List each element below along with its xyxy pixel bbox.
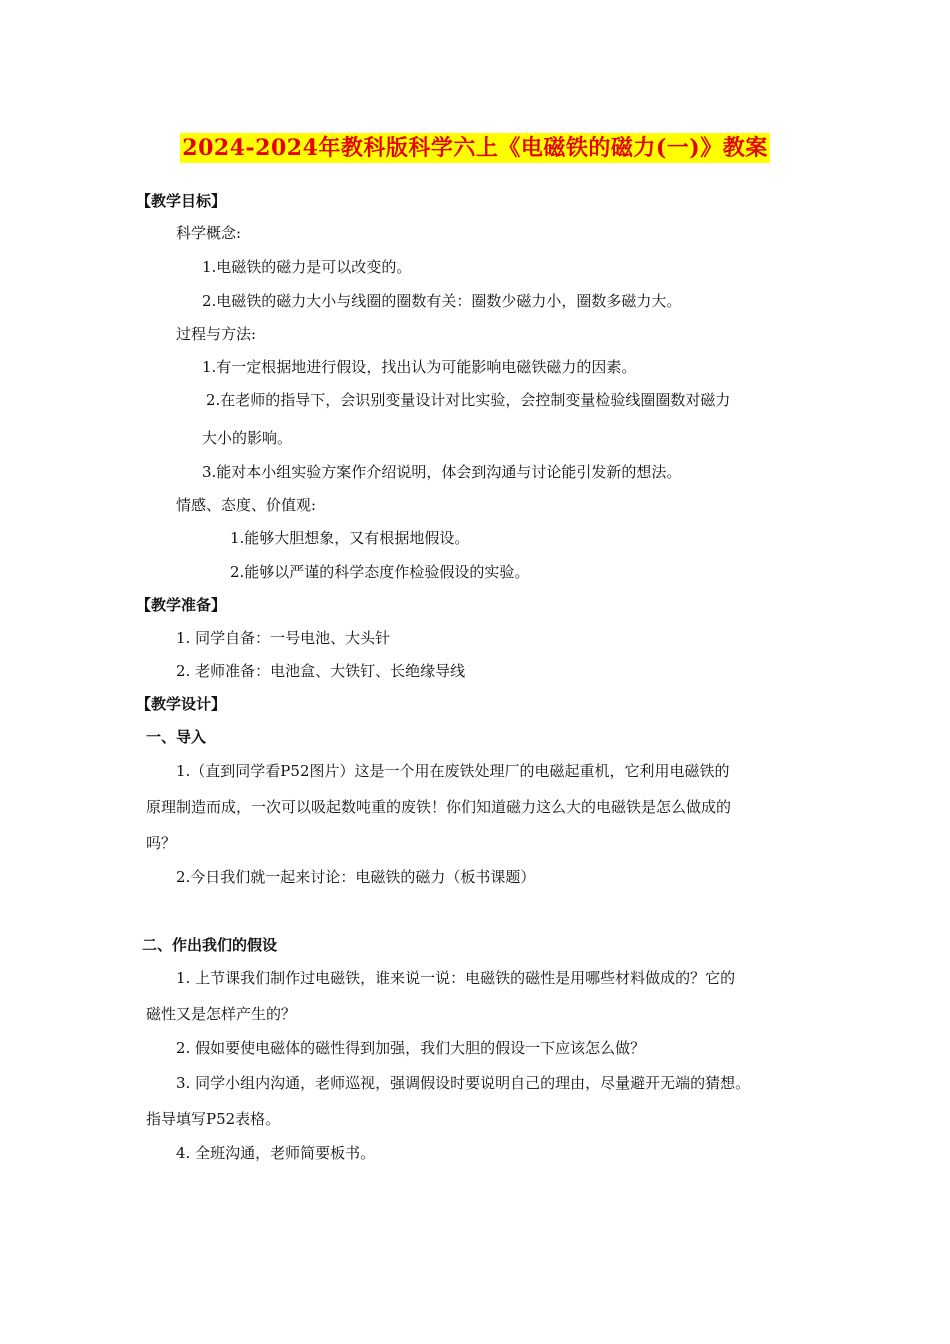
concept-label: 科学概念: bbox=[176, 224, 242, 242]
process-item-2-line-2: 大小的影响。 bbox=[202, 429, 293, 447]
emotion-item-1: 1.能够大胆想象，又有根据地假设。 bbox=[230, 529, 470, 547]
concept-item-2: 2.电磁铁的磁力大小与线圈的圈数有关：圈数少磁力小，圈数多磁力大。 bbox=[202, 292, 682, 310]
section-2-title: 二、作出我们的假设 bbox=[142, 936, 278, 954]
section-1-para-1-line-2: 原理制造而成，一次可以吸起数吨重的废铁！你们知道磁力这么大的电磁铁是怎么做成的 bbox=[146, 798, 732, 816]
title-container bbox=[0, 133, 950, 163]
section-2-para-4: 4. 全班沟通，老师简要板书。 bbox=[176, 1144, 376, 1162]
preparation-item-1: 1. 同学自备：一号电池、大头针 bbox=[176, 629, 391, 647]
section-2-para-1-line-1: 1. 上节课我们制作过电磁铁，谁来说一说：电磁铁的磁性是用哪些材料做成的？它的 bbox=[176, 969, 736, 987]
document-title: 2024-2024年教科版科学六上《电磁铁的磁力(一)》教案 bbox=[182, 135, 768, 161]
section-2-para-2: 2. 假如要使电磁体的磁性得到加强，我们大胆的假设一下应该怎么做？ bbox=[176, 1039, 646, 1057]
section-1-title: 一、导入 bbox=[146, 728, 207, 746]
preparation-heading: 【教学准备】 bbox=[136, 596, 227, 614]
section-2-para-3-line-2: 指导填写P52表格。 bbox=[146, 1110, 281, 1128]
process-item-1: 1.有一定根据地进行假设，找出认为可能影响电磁铁磁力的因素。 bbox=[202, 358, 637, 376]
process-item-3: 3.能对本小组实验方案作介绍说明，体会到沟通与讨论能引发新的想法。 bbox=[202, 463, 682, 481]
section-1-para-1-line-3: 吗？ bbox=[146, 834, 177, 852]
emotion-item-2: 2.能够以严谨的科学态度作检验假设的实验。 bbox=[230, 563, 530, 581]
design-heading: 【教学设计】 bbox=[136, 695, 227, 713]
emotion-label: 情感、态度、价值观: bbox=[176, 496, 317, 514]
section-1-para-2: 2.今日我们就一起来讨论：电磁铁的磁力（板书课题） bbox=[176, 868, 536, 886]
process-label: 过程与方法: bbox=[176, 325, 257, 343]
objectives-heading: 【教学目标】 bbox=[136, 192, 227, 210]
process-item-2-line-1: 2.在老师的指导下，会识别变量设计对比实验，会控制变量检验线圈圈数对磁力 bbox=[206, 391, 731, 409]
section-1-para-1-line-1: 1.（直到同学看P52图片）这是一个用在废铁处理厂的电磁起重机，它利用电磁铁的 bbox=[176, 762, 730, 780]
concept-item-1: 1.电磁铁的磁力是可以改变的。 bbox=[202, 258, 412, 276]
section-2-para-1-line-2: 磁性又是怎样产生的？ bbox=[146, 1005, 297, 1023]
preparation-item-2: 2. 老师准备：电池盒、大铁钉、长绝缘导线 bbox=[176, 662, 466, 680]
section-2-para-3-line-1: 3. 同学小组内沟通，老师巡视，强调假设时要说明自己的理由，尽量避开无端的猜想。 bbox=[176, 1074, 751, 1092]
